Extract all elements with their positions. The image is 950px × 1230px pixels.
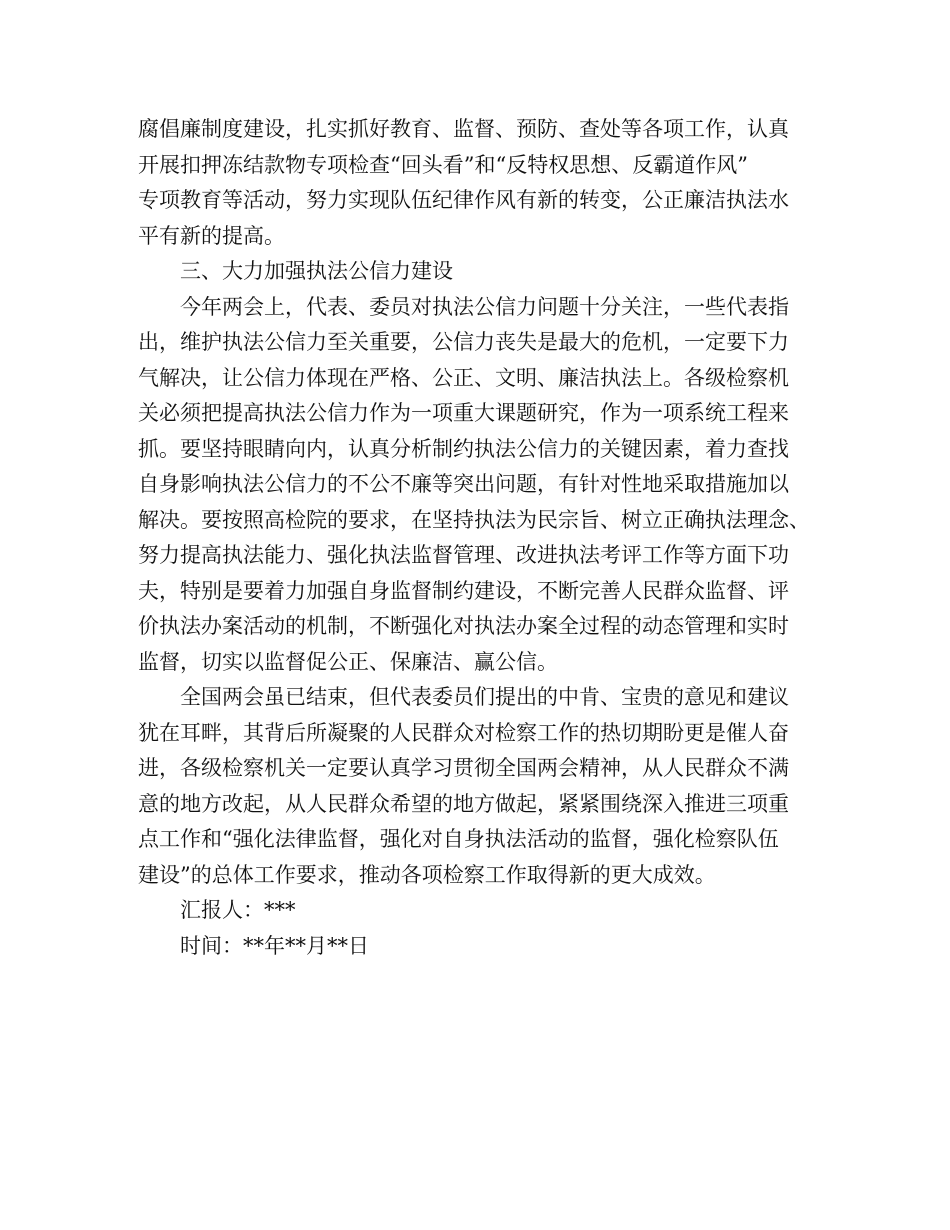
text-line: 点工作和“强化法律监督，强化对自身执法活动的监督，强化检察队伍 xyxy=(138,827,779,851)
section-heading: 三、大力加强执法公信力建设 xyxy=(180,259,453,283)
text-line: 夫，特别是要着力加强自身监督制约建设，不断完善人民群众监督、评 xyxy=(138,578,789,603)
text-line: 解决。要按照高检院的要求，在坚持执法为民宗旨、树立正确执法理念、 xyxy=(138,507,810,532)
text-line: 价执法办案活动的机制，不断强化对执法办案全过程的动态管理和实时 xyxy=(138,614,789,638)
text-line: 全国两会虽已结束，但代表委员们提出的中肯、宝贵的意见和建议 xyxy=(180,685,789,709)
text-line: 监督，切实以监督促公正、保廉洁、赢公信。 xyxy=(138,649,558,674)
text-line: 平有新的提高。 xyxy=(138,223,285,248)
text-line: 进，各级检察机关一定要认真学习贯彻全国两会精神，从人民群众不满 xyxy=(138,756,789,780)
date-line: 时间：**年**月**日 xyxy=(180,933,369,958)
text-line: 犹在耳畔，其背后所凝聚的人民群众对检察工作的热切期盼更是催人奋 xyxy=(138,720,789,745)
text-line: 意的地方改起，从人民群众希望的地方做起，紧紧围绕深入推进三项重 xyxy=(138,791,789,816)
text-line: 腐倡廉制度建设，扎实抓好教育、监督、预防、查处等各项工作，认真 xyxy=(138,117,789,141)
text-line: 出，维护执法公信力至关重要，公信力丧失是最大的危机，一定要下力 xyxy=(138,330,789,354)
text-line: 今年两会上，代表、委员对执法公信力问题十分关注，一些代表指 xyxy=(180,294,789,319)
text-line: 专项教育等活动，努力实现队伍纪律作风有新的转变，公正廉洁执法水 xyxy=(138,188,789,212)
text-line: 开展扣押冻结款物专项检查“回头看”和“反特权思想、反霸道作风” xyxy=(138,152,748,177)
text-line: 努力提高执法能力、强化执法监督管理、改进执法考评工作等方面下功 xyxy=(138,543,789,567)
text-line: 关必须把提高执法公信力作为一项重大课题研究，作为一项系统工程来 xyxy=(138,401,789,425)
text-line: 自身影响执法公信力的不公不廉等突出问题，有针对性地采取措施加以 xyxy=(138,472,789,496)
text-line: 抓。要坚持眼睛向内，认真分析制约执法公信力的关键因素，着力查找 xyxy=(138,436,789,461)
document-body xyxy=(138,112,838,964)
text-line: 气解决，让公信力体现在严格、公正、文明、廉洁执法上。各级检察机 xyxy=(138,365,789,390)
text-line: 建设”的总体工作要求，推动各项检察工作取得新的更大成效。 xyxy=(138,862,716,887)
reporter-line: 汇报人：*** xyxy=(180,898,296,922)
